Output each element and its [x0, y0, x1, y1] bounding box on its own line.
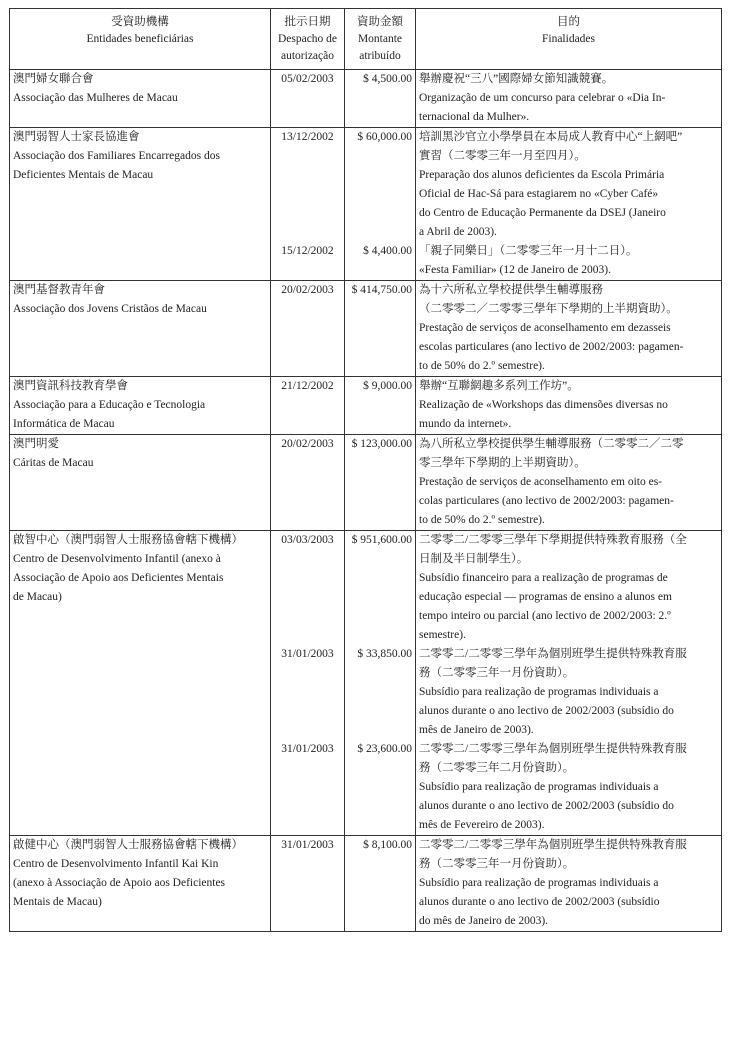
- purpose-text-zh: 二零零二/二零零三學年為個別班學生提供特殊教育服: [419, 743, 687, 755]
- header-purpose-zh: 目的: [557, 16, 580, 28]
- entity-name-zh: 澳門明愛: [13, 438, 59, 450]
- purpose-text-pt: Subsídio financeiro para a realização de programas de: [419, 572, 668, 584]
- table-header: [10, 9, 722, 70]
- table-row: [10, 281, 722, 377]
- entity-name-zh: 澳門資訊科技教育學會: [13, 380, 128, 392]
- entity-name-pt: Deficientes Mentais de Macau: [13, 169, 154, 181]
- grant-amount-block: [348, 377, 412, 434]
- purpose-text-pt: alunos durante o ano lectivo de 2002/2003 (subsídio do: [419, 705, 674, 717]
- grant-date: 20/02/2003: [281, 284, 334, 296]
- purpose-text-pt: do Centro de Educação Permanente da DSEJ (Janeiro: [419, 207, 666, 219]
- entity-name-pt: Centro de Desenvolvimento Infantil Kai Kin: [13, 858, 219, 870]
- header-date-pt1: Despacho de: [277, 33, 338, 45]
- entity-cell: [10, 281, 271, 377]
- purpose-text-pt: Oficial de Hac-Sá para estagiarem no «Cyber Café»: [419, 188, 659, 200]
- amount-cell: [345, 281, 416, 377]
- header-amount: [345, 9, 416, 70]
- entity-cell: [10, 836, 271, 932]
- grant-amount: $ 60,000.00: [357, 131, 412, 143]
- amount-cell: [345, 531, 416, 836]
- purpose-text-zh: 務（二零零三年二月份資助）。: [419, 762, 575, 774]
- purpose-text-pt: Subsídio para realização de programas individuais a: [419, 877, 659, 889]
- purpose-text-pt: «Festa Familiar» (12 de Janeiro de 2003).: [419, 264, 611, 276]
- purpose-text-zh: 務（二零零三年一月份資助）。: [419, 858, 575, 870]
- purpose-text-pt: semestre).: [419, 629, 466, 641]
- purpose-text-pt: ternacional da Mulher».: [419, 111, 530, 123]
- entity-name-pt: Centro de Desenvolvimento Infantil (anexo à: [13, 553, 221, 565]
- entity-name-zh: 澳門弱智人士家長協進會: [13, 131, 140, 143]
- header-purpose: [416, 9, 722, 70]
- purpose-text-pt: educação especial — programas de ensino a alunos em: [419, 591, 672, 603]
- purpose-text-pt: Preparação dos alunos deficientes da Escola Primária: [419, 169, 665, 181]
- purpose-text-pt: mês de Janeiro de 2003).: [419, 724, 534, 736]
- purpose-text-zh: 為八所私立學校提供學生輔導服務（二零零二／二零: [419, 438, 684, 450]
- grant-purpose-block: [419, 836, 718, 931]
- grant-amount-block: [348, 740, 412, 835]
- entity-name-zh: 澳門婦女聯合會: [13, 73, 94, 85]
- purpose-text-zh: 二零零二/二零零三學年為個別班學生提供特殊教育服: [419, 648, 687, 660]
- grant-amount: $ 123,000.00: [351, 438, 412, 450]
- entity-name-zh: 啟智中心（澳門弱智人士服務協會轄下機構）: [13, 534, 243, 546]
- date-cell: [271, 70, 345, 128]
- grant-amount: $ 33,850.00: [357, 648, 412, 660]
- amount-cell: [345, 377, 416, 435]
- entity-name-pt: Mentais de Macau): [13, 896, 102, 908]
- header-amount-pt1: Montante: [357, 33, 403, 45]
- purpose-text-pt: Subsídio para realização de programas individuais a: [419, 781, 659, 793]
- purpose-text-pt: do mês de Janeiro de 2003).: [419, 915, 549, 927]
- date-cell: [271, 281, 345, 377]
- purpose-text-pt: Prestação de serviços de aconselhamento em dezasseis: [419, 322, 671, 334]
- entity-name-pt: Associação das Mulheres de Macau: [13, 92, 178, 104]
- purpose-cell: [416, 531, 722, 836]
- table-body: [10, 70, 722, 932]
- purpose-text-pt: Realização de «Workshops das dimensões diversas no: [419, 399, 668, 411]
- grant-purpose-block: [419, 740, 718, 835]
- purpose-text-pt: mundo da internet».: [419, 418, 512, 430]
- grant-purpose-block: [419, 531, 718, 645]
- table-row: [10, 128, 722, 281]
- grant-date-block: [274, 645, 341, 740]
- purpose-text-zh: 日制及半日制學生）。: [419, 553, 529, 565]
- grant-amount-block: [348, 645, 412, 740]
- grant-amount: $ 951,600.00: [351, 534, 412, 546]
- grant-amount-block: [348, 435, 412, 530]
- entity-name-pt: Associação de Apoio aos Deficientes Mentais: [13, 572, 224, 584]
- grant-purpose-block: [419, 645, 718, 740]
- purpose-cell: [416, 435, 722, 531]
- entity-name-pt: de Macau): [13, 591, 62, 603]
- entity-name-zh: 澳門基督教青年會: [13, 284, 105, 296]
- purpose-text-zh: 二零零二/二零零三學年為個別班學生提供特殊教育服: [419, 839, 687, 851]
- purpose-text-pt: colas particulares (ano lectivo de 2002/2003: pagamen-: [419, 495, 674, 507]
- entity-name-pt: Associação dos Familiares Encarregados dos: [13, 150, 220, 162]
- grant-amount-block: [348, 531, 412, 645]
- grant-amount: $ 414,750.00: [351, 284, 412, 296]
- grant-date-block: [274, 435, 341, 530]
- grant-date-block: [274, 740, 341, 835]
- purpose-text-pt: a Abril de 2003).: [419, 226, 497, 238]
- grant-date: 15/12/2002: [281, 245, 334, 257]
- purpose-cell: [416, 70, 722, 128]
- header-date: [271, 9, 345, 70]
- grant-date: 05/02/2003: [281, 73, 334, 85]
- grant-date: 21/12/2002: [281, 380, 334, 392]
- grant-amount-block: [348, 281, 412, 376]
- purpose-text-pt: to de 50% do 2.º semestre).: [419, 514, 545, 526]
- entity-name-pt: Associação dos Jovens Cristãos de Macau: [13, 303, 207, 315]
- entity-cell: [10, 377, 271, 435]
- header-date-zh: 批示日期: [284, 16, 331, 28]
- amount-cell: [345, 435, 416, 531]
- grant-date-block: [274, 70, 341, 127]
- purpose-cell: [416, 836, 722, 932]
- grant-date: 31/01/2003: [281, 839, 334, 851]
- purpose-cell: [416, 128, 722, 281]
- header-entity: [10, 9, 271, 70]
- table-row: [10, 435, 722, 531]
- grant-amount-block: [348, 128, 412, 242]
- purpose-text-pt: alunos durante o ano lectivo de 2002/2003 (subsídio do: [419, 800, 674, 812]
- grant-date-block: [274, 242, 341, 280]
- entity-name-pt: Cáritas de Macau: [13, 457, 94, 469]
- amount-cell: [345, 128, 416, 281]
- grant-date: 20/02/2003: [281, 438, 334, 450]
- table-row: [10, 531, 722, 836]
- purpose-text-zh: 培訓黑沙官立小學學員在本局成人教育中心“上網吧”: [419, 131, 683, 143]
- grant-purpose-block: [419, 281, 718, 376]
- table-row: [10, 70, 722, 128]
- purpose-text-pt: mês de Fevereiro de 2003).: [419, 819, 545, 831]
- purpose-text-zh: 「親子同樂日」（二零零三年一月十二日）。: [419, 245, 638, 257]
- grant-amount-block: [348, 70, 412, 127]
- grants-table: [9, 8, 722, 932]
- grant-date-block: [274, 836, 341, 931]
- purpose-text-zh: 務（二零零三年一月份資助）。: [419, 667, 575, 679]
- entity-name-pt: (anexo à Associação de Apoio aos Deficientes: [13, 877, 226, 889]
- grant-purpose-block: [419, 70, 718, 127]
- entity-cell: [10, 70, 271, 128]
- date-cell: [271, 836, 345, 932]
- header-date-pt2: autorização: [281, 50, 334, 62]
- purpose-text-pt: escolas particulares (ano lectivo de 2002/2003: pagamen-: [419, 341, 684, 353]
- date-cell: [271, 531, 345, 836]
- entity-cell: [10, 128, 271, 281]
- purpose-text-pt: to de 50% do 2.º semestre).: [419, 360, 545, 372]
- date-cell: [271, 435, 345, 531]
- purpose-text-zh: （二零零二／二零零三學年下學期的上半期資助）。: [419, 303, 678, 315]
- purpose-cell: [416, 281, 722, 377]
- header-amount-zh: 資助金額: [357, 16, 403, 28]
- grant-amount: $ 4,500.00: [363, 73, 412, 85]
- header-amount-pt2: atribuído: [359, 50, 401, 62]
- purpose-text-pt: Prestação de serviços de aconselhamento em oito es-: [419, 476, 663, 488]
- grant-date: 13/12/2002: [281, 131, 334, 143]
- grant-purpose-block: [419, 377, 718, 434]
- table-row: [10, 836, 722, 932]
- entity-cell: [10, 531, 271, 836]
- amount-cell: [345, 70, 416, 128]
- grant-date: 31/01/2003: [281, 743, 334, 755]
- grant-amount: $ 9,000.00: [363, 380, 412, 392]
- grant-purpose-block: [419, 128, 718, 242]
- grant-purpose-block: [419, 242, 718, 280]
- entity-name-pt: Informática de Macau: [13, 418, 115, 430]
- purpose-text-pt: tempo inteiro ou parcial (ano lectivo de 2002/2003: 2.º: [419, 610, 671, 622]
- header-entity-zh: 受資助機構: [111, 16, 169, 28]
- purpose-text-zh: 零三學年下學期的上半期資助）。: [419, 457, 586, 469]
- purpose-text-zh: 為十六所私立學校提供學生輔導服務: [419, 284, 603, 296]
- grant-amount-block: [348, 242, 412, 280]
- grant-amount-block: [348, 836, 412, 931]
- grant-purpose-block: [419, 435, 718, 530]
- purpose-text-zh: 舉辦慶祝“三八”國際婦女節知識競賽。: [419, 73, 614, 85]
- entity-cell: [10, 435, 271, 531]
- entity-name-zh: 啟健中心（澳門弱智人士服務協會轄下機構）: [13, 839, 243, 851]
- grant-amount: $ 23,600.00: [357, 743, 412, 755]
- grant-amount: $ 8,100.00: [363, 839, 412, 851]
- grant-date-block: [274, 531, 341, 645]
- purpose-text-zh: 實習（二零零三年一月至四月）。: [419, 150, 586, 162]
- grant-date-block: [274, 377, 341, 434]
- purpose-text-pt: Organização de um concurso para celebrar o «Dia In-: [419, 92, 666, 104]
- purpose-text-pt: alunos durante o ano lectivo de 2002/2003 (subsídio: [419, 896, 660, 908]
- date-cell: [271, 377, 345, 435]
- purpose-text-pt: Subsídio para realização de programas individuais a: [419, 686, 659, 698]
- entity-name-pt: Associação para a Educação e Tecnologia: [13, 399, 206, 411]
- grant-date: 31/01/2003: [281, 648, 334, 660]
- date-cell: [271, 128, 345, 281]
- grant-date: 03/03/2003: [281, 534, 334, 546]
- amount-cell: [345, 836, 416, 932]
- grant-date-block: [274, 128, 341, 242]
- table-row: [10, 377, 722, 435]
- purpose-text-zh: 舉辦“互聯網趣多系列工作坊”。: [419, 380, 579, 392]
- grant-date-block: [274, 281, 341, 376]
- grant-amount: $ 4,400.00: [363, 245, 412, 257]
- header-entity-pt: Entidades beneficiárias: [86, 33, 194, 45]
- header-purpose-pt: Finalidades: [541, 33, 596, 45]
- purpose-cell: [416, 377, 722, 435]
- purpose-text-zh: 二零零二/二零零三學年下學期提供特殊教育服務（全: [419, 534, 687, 546]
